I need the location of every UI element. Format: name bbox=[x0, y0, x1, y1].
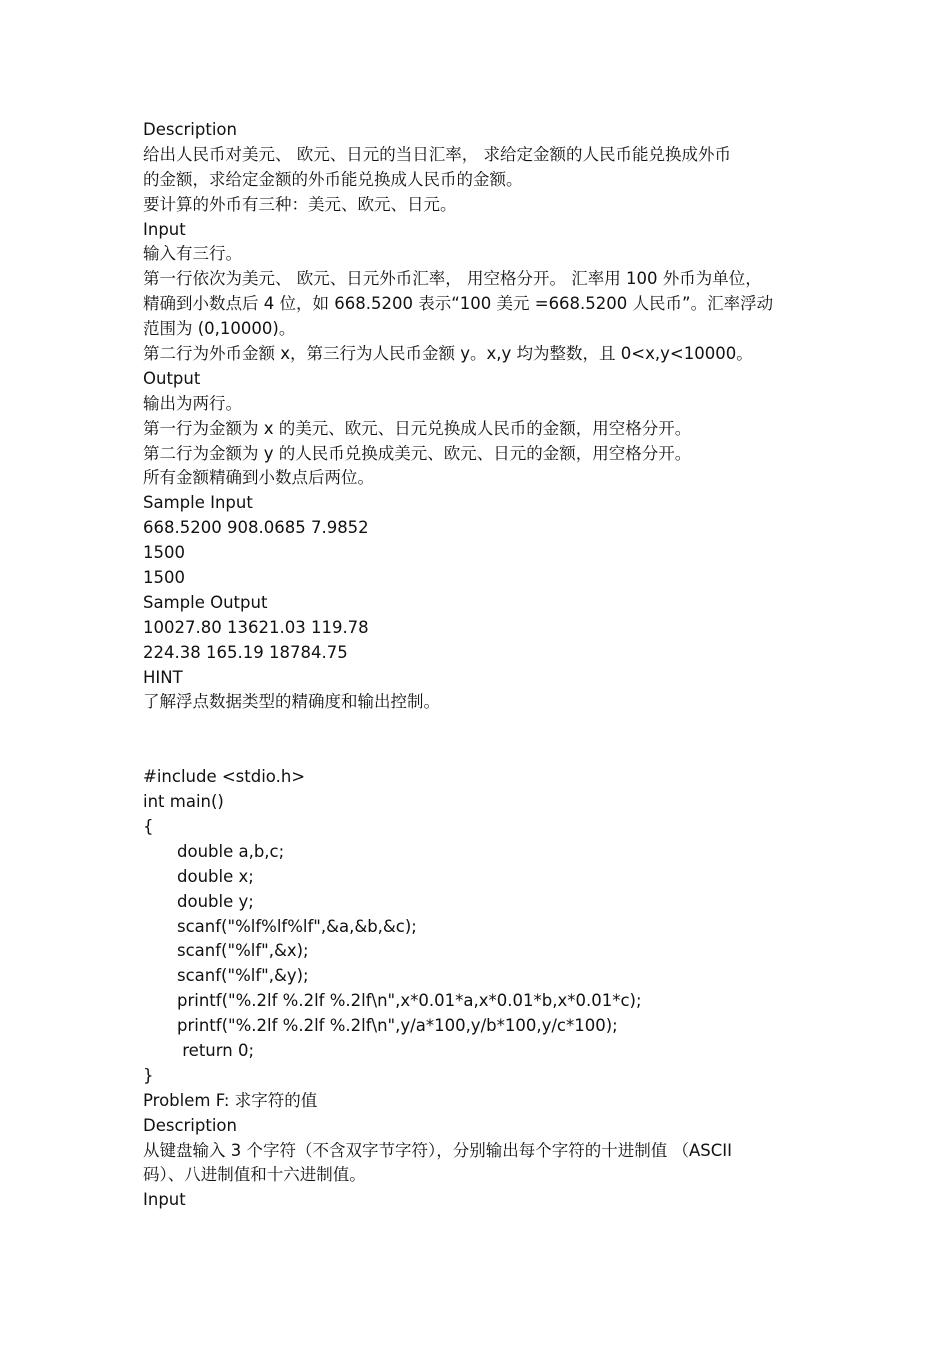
blank-spacer bbox=[143, 715, 808, 765]
text-line: 第一行为金额为 x 的美元、欧元、日元兑换成人民币的金额，用空格分开。 bbox=[143, 418, 692, 438]
text-line: 要计算的外币有三种：美元、欧元、日元。 bbox=[143, 194, 457, 214]
text-line: 输出为两行。 bbox=[143, 393, 242, 413]
code-line: printf("%.2lf %.2lf %.2lf\n",y/a*100,y/b*100,y/c*100); bbox=[177, 1016, 618, 1036]
code-line: } bbox=[143, 1065, 154, 1085]
text-line: 精确到小数点后 4 位，如 668.5200 表示“100 美元 =668.5200 人民币”。汇率浮动 bbox=[143, 294, 774, 314]
text-line: HINT bbox=[143, 667, 183, 687]
code-line: double x; bbox=[177, 866, 254, 886]
text-line: 码）、八进制值和十六进制值。 bbox=[143, 1165, 366, 1185]
code-line: #include <stdio.h> bbox=[143, 767, 306, 787]
code-line: double y; bbox=[177, 891, 254, 911]
text-line: 从键盘输入 3 个字符（不含双字节字符），分别输出每个字符的十进制值 （ASCII bbox=[143, 1140, 732, 1160]
text-line: Problem F: 求字符的值 bbox=[143, 1090, 318, 1110]
code-line: scanf("%lf",&x); bbox=[177, 941, 309, 961]
document-body bbox=[143, 118, 808, 1213]
text-line: 224.38 165.19 18784.75 bbox=[143, 642, 348, 662]
text-line: 所有金额精确到小数点后两位。 bbox=[143, 468, 374, 488]
text-line: 第一行依次为美元、 欧元、日元外币汇率， 用空格分开。 汇率用 100 外币为单位， bbox=[143, 269, 762, 289]
text-line: Output bbox=[143, 368, 201, 388]
text-line: Input bbox=[143, 219, 186, 239]
code-line: scanf("%lf",&y); bbox=[177, 966, 309, 986]
text-line: Input bbox=[143, 1190, 186, 1210]
code-line: { bbox=[143, 816, 154, 836]
text-line: 1500 bbox=[143, 543, 185, 563]
text-line: 的金额，求给定金额的外币能兑换成人民币的金额。 bbox=[143, 169, 523, 189]
text-line: 668.5200 908.0685 7.9852 bbox=[143, 518, 369, 538]
text-line: Sample Input bbox=[143, 493, 253, 513]
text-line: 范围为 (0,10000)。 bbox=[143, 319, 296, 339]
code-line: double a,b,c; bbox=[177, 841, 285, 861]
text-line: 输入有三行。 bbox=[143, 244, 242, 264]
text-line: 了解浮点数据类型的精确度和输出控制。 bbox=[143, 692, 440, 712]
text-line: 1500 bbox=[143, 568, 185, 588]
text-line: 10027.80 13621.03 119.78 bbox=[143, 617, 369, 637]
text-line: Description bbox=[143, 120, 237, 139]
text-line: Sample Output bbox=[143, 592, 268, 612]
code-line: printf("%.2lf %.2lf %.2lf\n",x*0.01*a,x*0.01*b,x*0.01*c); bbox=[177, 991, 642, 1011]
text-line: Description bbox=[143, 1115, 237, 1135]
code-line: int main() bbox=[143, 792, 224, 812]
text-line: 第二行为外币金额 x，第三行为人民币金额 y。x,y 均为整数，且 0<x,y<10000。 bbox=[143, 344, 753, 364]
code-line: return 0; bbox=[177, 1040, 254, 1060]
code-line: scanf("%lf%lf%lf",&a,&b,&c); bbox=[177, 916, 417, 936]
text-line: 第二行为金额为 y 的人民币兑换成美元、欧元、日元的金额，用空格分开。 bbox=[143, 443, 692, 463]
text-line: 给出人民币对美元、 欧元、日元的当日汇率， 求给定金额的人民币能兑换成外币 bbox=[143, 144, 731, 164]
